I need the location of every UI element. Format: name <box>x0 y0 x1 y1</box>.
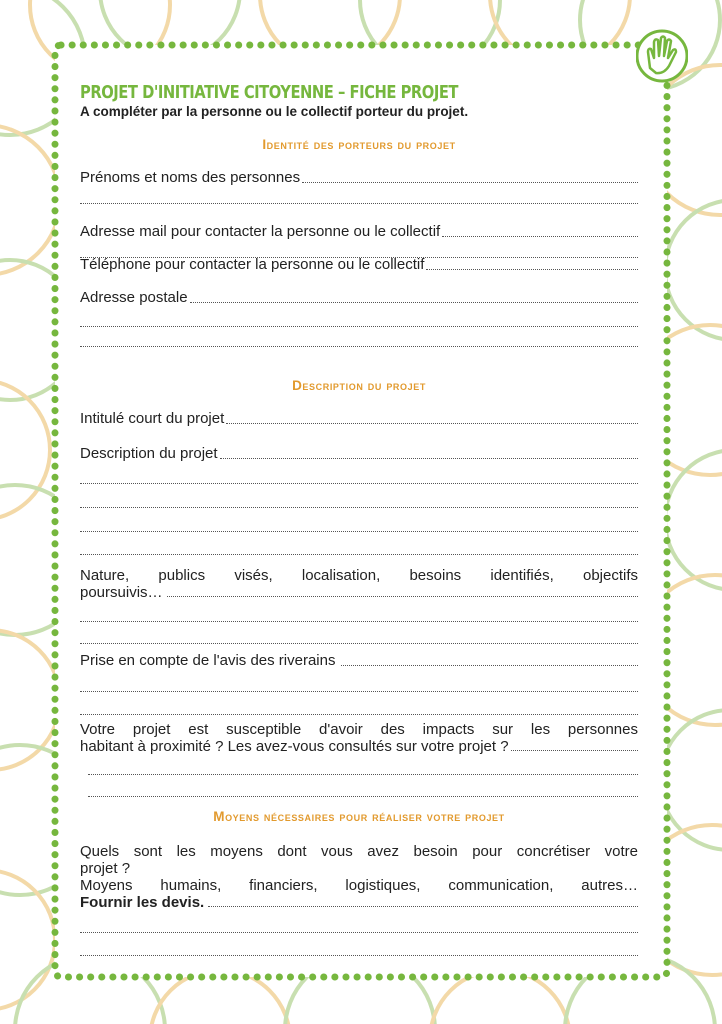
field-impacts-label-line1: Votre projet est susceptible d'avoir des impacts sur les personnes <box>80 721 638 738</box>
field-adresse-label: Adresse postale <box>80 289 188 306</box>
field-noms-line <box>302 181 638 183</box>
blank-line[interactable] <box>80 955 638 956</box>
field-adresse-line <box>190 301 638 303</box>
field-mail[interactable] <box>80 222 638 241</box>
field-intitule-label: Intitulé court du projet <box>80 410 225 427</box>
field-telephone-label: Téléphone pour contacter la personne ou le collectif <box>80 256 425 273</box>
blank-line[interactable] <box>88 774 638 775</box>
blank-line[interactable] <box>80 203 638 204</box>
field-impacts-line <box>511 750 638 751</box>
field-nature[interactable] <box>80 567 638 601</box>
field-mail-line <box>442 235 638 237</box>
field-description-line <box>220 457 638 459</box>
field-telephone-line <box>426 268 638 270</box>
hand-icon <box>636 28 688 84</box>
page-title: PROJET D'INITIATIVE CITOYENNE – FICHE PROJET <box>80 82 459 103</box>
blank-line[interactable] <box>80 932 638 933</box>
field-moyens-label-line3: Moyens humains, financiers, logistiques, communication, autres… <box>80 877 638 894</box>
blank-line[interactable] <box>80 691 638 692</box>
blank-line[interactable] <box>80 507 638 508</box>
blank-line[interactable] <box>88 796 638 797</box>
field-moyens-label-line4: Fournir les devis. <box>80 894 205 911</box>
field-impacts-label-line2: habitant à proximité ? Les avez-vous consultés sur votre projet ? <box>80 738 509 755</box>
field-telephone[interactable] <box>80 255 638 274</box>
field-avis[interactable] <box>80 651 638 670</box>
field-moyens-line <box>208 906 638 907</box>
field-nature-label-line1: Nature, publics visés, localisation, besoins identifiés, objectifs <box>80 567 638 584</box>
field-adresse[interactable] <box>80 288 638 307</box>
field-avis-line <box>341 664 638 666</box>
field-intitule-line <box>226 422 638 424</box>
blank-line[interactable] <box>80 621 638 622</box>
field-moyens-label-line1: Quels sont les moyens dont vous avez besoin pour concrétiser votre <box>80 843 638 860</box>
field-noms[interactable] <box>80 168 638 187</box>
section-heading-description: Description du projet <box>292 378 426 393</box>
field-avis-label: Prise en compte de l'avis des riverains <box>80 652 336 669</box>
field-impacts[interactable] <box>80 721 638 755</box>
blank-line[interactable] <box>80 554 638 555</box>
field-noms-label: Prénoms et noms des personnes <box>80 169 301 186</box>
field-intitule[interactable] <box>80 409 638 428</box>
page-subtitle: A compléter par la personne ou le collectif porteur du projet. <box>80 104 469 119</box>
blank-line[interactable] <box>80 714 638 715</box>
field-moyens[interactable] <box>80 843 638 911</box>
section-heading-moyens: Moyens nécessaires pour réaliser votre projet <box>213 809 505 824</box>
field-moyens-label-line2: projet ? <box>80 860 131 877</box>
field-description[interactable] <box>80 444 638 463</box>
blank-line[interactable] <box>80 531 638 532</box>
blank-line[interactable] <box>80 346 638 347</box>
blank-line[interactable] <box>80 643 638 644</box>
field-description-label: Description du projet <box>80 445 218 462</box>
field-nature-label-line2: poursuivis… <box>80 584 163 601</box>
field-mail-label: Adresse mail pour contacter la personne ou le collectif <box>80 223 441 240</box>
field-nature-line <box>167 596 638 597</box>
blank-line[interactable] <box>80 483 638 484</box>
section-heading-identite: Identité des porteurs du projet <box>262 137 456 152</box>
blank-line[interactable] <box>80 326 638 327</box>
